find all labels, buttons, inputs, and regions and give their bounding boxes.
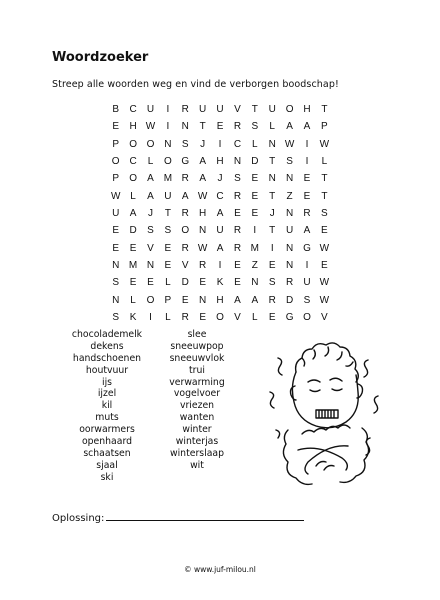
grid-row <box>107 274 333 291</box>
grid-letter[interactable]: L <box>252 312 258 324</box>
word-item: winter <box>182 424 212 436</box>
grid-letter[interactable]: N <box>164 138 172 150</box>
word-item: vriezen <box>179 400 215 412</box>
grid-letter[interactable]: O <box>181 225 190 237</box>
grid-letter[interactable]: A <box>216 242 224 254</box>
grid-letter[interactable]: S <box>234 173 241 185</box>
grid-letter[interactable]: E <box>216 121 224 133</box>
grid-letter[interactable]: E <box>164 242 172 254</box>
word-list-left <box>62 329 152 484</box>
grid-letter[interactable]: I <box>270 242 274 254</box>
grid-letter[interactable]: U <box>199 104 207 115</box>
grid-letter[interactable]: R <box>233 242 242 254</box>
grid-letter[interactable]: U <box>216 104 224 115</box>
word-item: sneeuwpop <box>170 340 224 352</box>
grid-letter[interactable]: I <box>305 260 309 272</box>
grid-letter[interactable]: T <box>269 190 276 202</box>
grid-letter[interactable]: E <box>251 208 259 220</box>
grid-letter[interactable]: S <box>164 225 172 237</box>
grid-letter[interactable]: S <box>321 208 328 220</box>
grid-letter[interactable]: W <box>319 242 330 254</box>
grid-letter[interactable]: O <box>146 138 155 150</box>
grid-letter[interactable]: V <box>234 312 241 324</box>
grid-letter[interactable]: A <box>181 190 189 202</box>
grid-letter[interactable]: I <box>166 104 170 115</box>
grid-letter[interactable]: C <box>129 104 137 115</box>
grid-letter[interactable]: N <box>146 260 155 272</box>
grid-letter[interactable]: E <box>321 225 328 237</box>
grid-letter[interactable]: E <box>112 121 120 133</box>
grid-letter[interactable]: H <box>303 104 311 115</box>
grid-letter[interactable]: C <box>129 156 137 168</box>
grid-letter[interactable]: R <box>181 173 189 185</box>
word-item: openhaard <box>81 436 133 448</box>
grid-letter[interactable]: O <box>285 104 294 115</box>
grid-letter[interactable]: S <box>303 294 311 306</box>
grid-letter[interactable]: V <box>321 312 328 324</box>
grid-row <box>107 136 333 153</box>
word-item: verwarming <box>169 376 225 388</box>
grid-letter[interactable]: M <box>163 173 173 185</box>
grid-letter[interactable]: V <box>147 242 154 254</box>
grid-letter[interactable]: O <box>129 173 137 185</box>
grid-letter[interactable]: I <box>253 225 257 237</box>
grid-letter[interactable]: N <box>181 121 189 133</box>
word-item: ijzel <box>97 388 117 400</box>
grid-letter[interactable]: H <box>199 208 207 220</box>
grid-letter[interactable]: S <box>112 277 120 289</box>
grid-letter[interactable]: E <box>164 260 172 272</box>
grid-letter[interactable]: O <box>303 312 311 324</box>
grid-letter[interactable]: Z <box>286 190 293 202</box>
grid-letter[interactable]: S <box>251 121 259 133</box>
grid-row <box>107 257 333 274</box>
grid-letter[interactable]: E <box>199 312 206 324</box>
grid-letter[interactable]: A <box>199 173 206 185</box>
page-title: Woordzoeker <box>52 50 149 65</box>
grid-letter[interactable]: N <box>112 260 120 272</box>
grid-letter[interactable]: I <box>218 138 222 150</box>
grid-letter[interactable]: W <box>197 190 208 202</box>
grid-row <box>107 188 333 205</box>
solution-answer-line[interactable] <box>106 510 304 521</box>
grid-letter[interactable]: G <box>303 242 311 254</box>
grid-letter[interactable]: C <box>216 190 224 202</box>
word-item: schaatsen <box>83 447 131 459</box>
grid-row <box>107 222 333 239</box>
grid-letter[interactable]: W <box>319 294 330 306</box>
grid-letter[interactable]: O <box>129 138 137 150</box>
word-item: chocolademelk <box>71 329 143 340</box>
grid-letter[interactable]: P <box>112 173 120 185</box>
grid-letter[interactable]: L <box>269 121 275 133</box>
grid-letter[interactable]: V <box>181 260 189 272</box>
grid-letter[interactable]: I <box>166 121 170 133</box>
grid-letter[interactable]: R <box>181 242 189 254</box>
word-item: vogelvoer <box>173 388 221 400</box>
grid-letter[interactable]: E <box>234 260 241 272</box>
grid-letter[interactable]: T <box>269 225 276 237</box>
grid-letter[interactable]: L <box>252 138 258 150</box>
word-item: ski <box>100 471 114 483</box>
grid-letter[interactable]: T <box>321 104 328 115</box>
grid-letter[interactable]: G <box>181 156 190 168</box>
grid-letter[interactable]: L <box>147 156 154 168</box>
grid-letter[interactable]: O <box>146 294 155 306</box>
grid-letter[interactable]: H <box>216 156 224 168</box>
grid-letter[interactable]: A <box>303 225 311 237</box>
grid-letter[interactable]: L <box>321 156 328 168</box>
grid-letter[interactable]: W <box>319 277 330 289</box>
grid-letter[interactable]: A <box>199 156 206 168</box>
grid-letter[interactable]: J <box>200 138 206 150</box>
word-item: kil <box>101 400 113 412</box>
grid-letter[interactable]: O <box>111 156 120 168</box>
grid-letter[interactable]: E <box>129 242 137 254</box>
grid-letter[interactable]: I <box>149 312 152 324</box>
grid-letter[interactable]: L <box>130 294 136 306</box>
grid-letter[interactable]: N <box>268 173 276 185</box>
grid-letter[interactable]: N <box>285 173 294 185</box>
grid-letter[interactable]: N <box>233 156 242 168</box>
solution-label: Oplossing: <box>52 513 105 524</box>
grid-letter[interactable]: A <box>286 121 293 133</box>
word-item: wit <box>190 459 204 471</box>
grid-letter[interactable]: R <box>233 121 242 133</box>
grid-letter[interactable]: L <box>165 277 171 289</box>
grid-letter[interactable]: W <box>319 138 330 150</box>
grid-letter[interactable]: U <box>164 190 172 202</box>
grid-letter[interactable]: V <box>234 104 241 115</box>
grid-letter[interactable]: W <box>284 138 295 150</box>
grid-letter[interactable]: T <box>269 156 276 168</box>
grid-letter[interactable]: A <box>234 294 241 306</box>
grid-letter[interactable]: N <box>112 294 120 306</box>
grid-letter[interactable]: B <box>112 104 120 115</box>
grid-letter[interactable]: N <box>285 260 294 272</box>
grid-letter[interactable]: E <box>251 190 259 202</box>
grid-letter[interactable]: R <box>233 225 242 237</box>
solution-row <box>52 510 304 524</box>
grid-letter[interactable]: N <box>251 277 259 289</box>
grid-letter[interactable]: U <box>303 277 311 289</box>
grid-letter[interactable]: U <box>285 225 294 237</box>
grid-letter[interactable]: U <box>268 104 276 115</box>
grid-letter[interactable]: A <box>147 190 154 202</box>
grid-letter[interactable]: J <box>147 208 153 220</box>
grid-row <box>107 118 333 135</box>
grid-row <box>107 309 333 326</box>
grid-letter[interactable]: R <box>181 312 189 324</box>
grid-letter[interactable]: S <box>112 312 120 324</box>
grid-letter[interactable]: T <box>321 173 328 185</box>
word-item: sneeuwvlok <box>169 352 225 364</box>
grid-letter[interactable]: S <box>147 225 154 237</box>
grid-letter[interactable]: E <box>303 173 311 185</box>
grid-letter[interactable]: E <box>129 277 137 289</box>
grid-letter[interactable]: W <box>145 121 156 133</box>
grid-letter[interactable]: T <box>164 208 171 220</box>
grid-letter[interactable]: R <box>181 104 189 115</box>
grid-letter[interactable]: A <box>147 173 154 185</box>
grid-letter[interactable]: D <box>181 277 189 289</box>
grid-letter[interactable]: E <box>268 260 276 272</box>
grid-letter[interactable]: H <box>216 294 224 306</box>
grid-letter[interactable]: W <box>197 242 208 254</box>
word-item: slee <box>187 329 207 340</box>
grid-row <box>107 292 333 309</box>
grid-letter[interactable]: E <box>199 277 206 289</box>
grid-letter[interactable]: E <box>234 208 241 220</box>
grid-letter[interactable]: P <box>321 121 328 133</box>
grid-letter[interactable]: W <box>110 190 121 202</box>
grid-letter[interactable]: R <box>303 208 311 220</box>
grid-letter[interactable]: L <box>165 312 171 324</box>
grid-letter[interactable]: N <box>285 208 294 220</box>
word-item: houtvuur <box>85 364 129 376</box>
grid-row <box>107 240 333 257</box>
word-item: muts <box>95 412 119 424</box>
grid-letter[interactable]: R <box>181 208 189 220</box>
grid-letter[interactable]: M <box>128 260 138 272</box>
grid-letter[interactable]: S <box>286 156 293 168</box>
grid-letter[interactable]: K <box>129 312 137 324</box>
word-item: winterslaap <box>170 447 224 459</box>
grid-letter[interactable]: D <box>285 294 294 306</box>
grid-letter[interactable]: R <box>233 190 242 202</box>
grid-letter[interactable]: C <box>233 138 242 150</box>
grid-letter[interactable]: O <box>216 312 224 324</box>
grid-letter[interactable]: K <box>216 277 224 289</box>
word-item: oorwarmers <box>79 424 135 436</box>
grid-letter[interactable]: A <box>216 208 224 220</box>
grid-letter[interactable]: L <box>130 190 136 202</box>
word-item: dekens <box>90 340 124 352</box>
grid-letter[interactable]: E <box>112 225 120 237</box>
grid-letter[interactable]: T <box>199 121 206 133</box>
grid-letter[interactable]: I <box>305 156 309 168</box>
grid-letter[interactable]: P <box>112 138 120 150</box>
grid-letter[interactable]: E <box>251 173 259 185</box>
grid-letter[interactable]: N <box>285 242 294 254</box>
grid-letter[interactable]: E <box>268 312 276 324</box>
grid-letter[interactable]: O <box>163 156 172 168</box>
cold-boy-illustration <box>258 330 388 494</box>
word-item: handschoenen <box>72 352 142 364</box>
grid-letter[interactable]: I <box>218 260 222 272</box>
grid-letter[interactable]: A <box>129 208 137 220</box>
grid-letter[interactable]: E <box>303 190 311 202</box>
instruction-text: Streep alle woorden weg en vind de verborgen boodschap! <box>52 79 339 90</box>
grid-letter[interactable]: T <box>251 104 258 115</box>
grid-letter[interactable]: J <box>217 173 223 185</box>
grid-letter[interactable]: N <box>199 294 207 306</box>
grid-letter[interactable]: D <box>251 156 259 168</box>
letter-grid <box>107 101 333 326</box>
word-item: winterjas <box>175 436 219 448</box>
grid-letter[interactable]: U <box>112 208 120 220</box>
grid-letter[interactable]: E <box>181 294 189 306</box>
grid-letter[interactable]: R <box>268 294 276 306</box>
grid-letter[interactable]: E <box>112 242 120 254</box>
grid-letter[interactable]: I <box>305 138 309 150</box>
word-item: ijs <box>101 376 112 388</box>
grid-letter[interactable]: E <box>147 277 154 289</box>
grid-letter[interactable]: A <box>251 294 259 306</box>
grid-letter[interactable]: T <box>321 190 328 202</box>
grid-letter[interactable]: D <box>129 225 137 237</box>
word-item: trui <box>189 364 205 376</box>
grid-letter[interactable]: E <box>321 260 328 272</box>
grid-letter[interactable]: S <box>181 138 189 150</box>
grid-letter[interactable]: U <box>146 104 155 115</box>
grid-letter[interactable]: E <box>234 277 241 289</box>
grid-letter[interactable]: G <box>285 312 294 324</box>
grid-row <box>107 153 333 170</box>
grid-letter[interactable]: A <box>303 121 311 133</box>
grid-letter[interactable]: R <box>199 260 207 272</box>
grid-row <box>107 205 333 222</box>
grid-row <box>107 101 333 118</box>
grid-letter[interactable]: U <box>216 225 224 237</box>
word-item: wanten <box>179 412 215 424</box>
grid-row <box>107 170 333 187</box>
grid-letter[interactable]: N <box>268 138 276 150</box>
grid-letter[interactable]: P <box>164 294 172 306</box>
grid-letter[interactable]: S <box>268 277 276 289</box>
grid-letter[interactable]: J <box>269 208 275 220</box>
word-list-right <box>158 329 236 472</box>
grid-letter[interactable]: H <box>129 121 137 133</box>
grid-letter[interactable]: N <box>199 225 207 237</box>
grid-letter[interactable]: R <box>285 277 294 289</box>
footer-copyright: © www.juf-milou.nl <box>184 565 256 574</box>
word-item: sjaal <box>96 459 118 471</box>
grid-letter[interactable]: M <box>250 242 259 254</box>
grid-letter[interactable]: Z <box>251 260 258 272</box>
